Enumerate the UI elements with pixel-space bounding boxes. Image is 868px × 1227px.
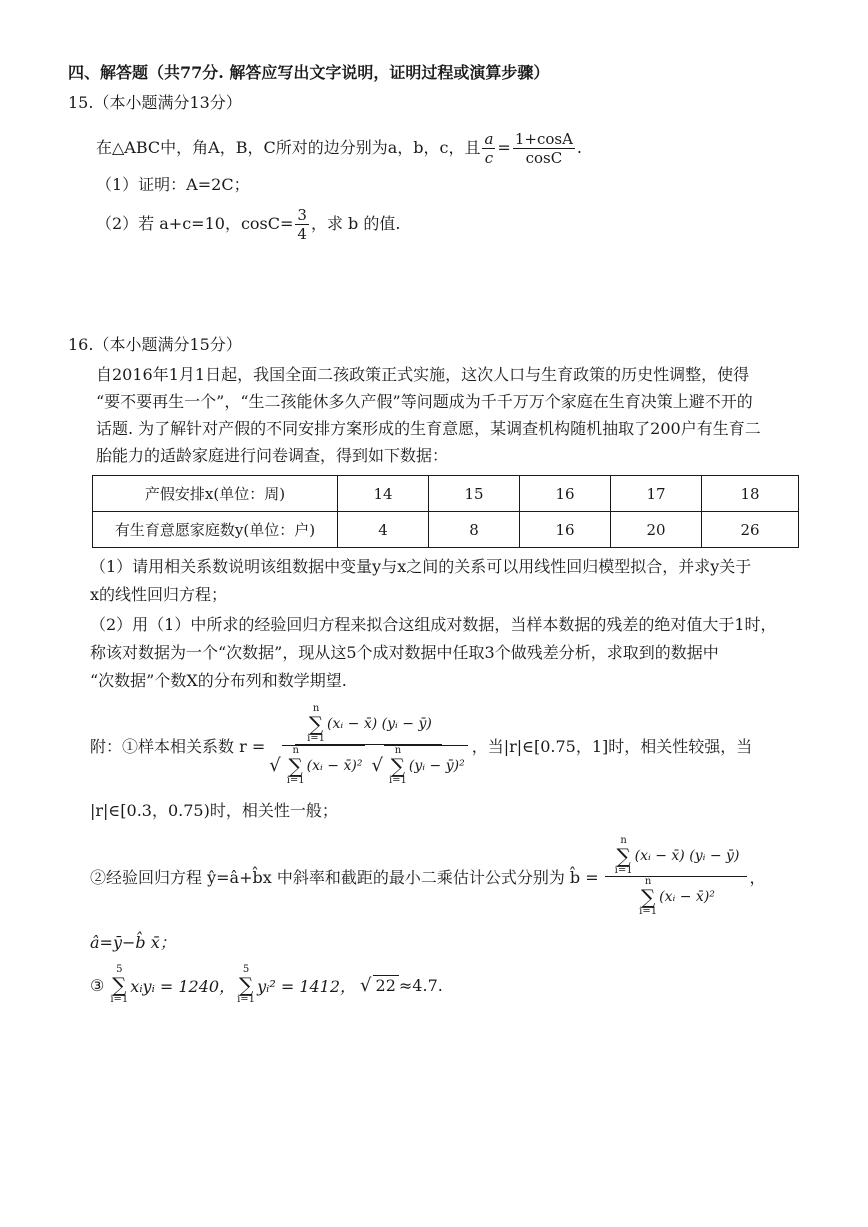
- frac-numerator: a: [484, 130, 494, 148]
- term-y: (yᵢ − ȳ): [689, 847, 740, 864]
- sigma: ∑: [238, 973, 254, 997]
- part2-suffix: ，求 b 的值.: [310, 214, 401, 233]
- sqrt-body: [282, 745, 366, 786]
- given-sums: [90, 962, 443, 1008]
- q16-part1-line: （1）请用相关系数说明该组数据中变量y与x之间的关系可以用线性回归模型拟合，并求y关于: [90, 557, 752, 576]
- sum-lower: i=1: [237, 994, 256, 1005]
- sum-lower: i=1: [614, 864, 633, 876]
- table-cell: 8: [429, 512, 520, 548]
- q16-para-line: 胎能力的适龄家庭进行问卷调查，得到如下数据：: [96, 446, 449, 465]
- q15-frac-right: [513, 130, 575, 167]
- r-numerator: [295, 704, 442, 745]
- sum-upper: n: [292, 745, 299, 756]
- sqrt-icon: √: [360, 974, 372, 996]
- sum-lower: i=1: [286, 775, 305, 786]
- frac-denominator: 4: [297, 225, 307, 243]
- a-line: â=ȳ−b̂ x̄；: [90, 933, 176, 952]
- approx-value: ≈4.7.: [398, 975, 443, 995]
- sqrt-value: 22: [373, 975, 399, 995]
- b-prefix: ②经验回归方程 ŷ=â+b̂x 中斜率和截距的最小二乘估计公式分别为 b̂ =: [90, 867, 599, 887]
- table-row: [93, 476, 799, 512]
- term-x-sq: (xᵢ − x̄)²: [659, 888, 715, 905]
- equals-sign: =: [497, 138, 511, 157]
- term-x: (xᵢ − x̄): [327, 716, 378, 732]
- table-cell-label: 有生育意愿家庭数y(单位：户): [93, 512, 338, 548]
- q15-part2: [96, 206, 400, 243]
- sum-symbol: [110, 965, 128, 1005]
- sum-upper: n: [312, 703, 320, 714]
- b-numerator: [605, 836, 748, 877]
- table-cell: 15: [429, 476, 520, 512]
- sum-upper: 5: [242, 964, 250, 975]
- frac-denominator: cosC: [525, 149, 563, 167]
- circled-three: ③: [90, 975, 105, 995]
- frac-denominator: c: [484, 149, 494, 167]
- frac-numerator: 1+cosA: [514, 130, 573, 148]
- term-x: (xᵢ − x̄): [634, 847, 685, 864]
- q16-part2-line: （2）用（1）中所求的经验回归方程来拟合这组成对数据，当样本数据的残差的绝对值大于1时，: [90, 615, 777, 634]
- b-suffix: ，: [749, 867, 766, 887]
- sigma: ∑: [641, 884, 656, 909]
- part2-prefix: （2）若 a+c=10，cosC=: [96, 214, 294, 233]
- survey-table: [92, 475, 799, 548]
- r-fraction: [267, 704, 469, 786]
- term-y: (yᵢ − ȳ): [381, 716, 432, 732]
- sum-upper: n: [620, 834, 627, 846]
- q15-header: 15.（本小题满分13分）: [68, 93, 242, 112]
- r-line2: |r|∈[0.3，0.75)时，相关性一般；: [90, 801, 338, 820]
- sqrt-body: [384, 745, 468, 786]
- q15-stem: [96, 130, 582, 167]
- sum-lower: i=1: [388, 775, 407, 786]
- q16-para-line: 话题. 为了解针对产假的不同安排方案形成的生育意愿，某调查机构随机抽取了200户有生育二: [96, 419, 761, 438]
- sigma: ∑: [308, 712, 324, 736]
- q15-stem-prefix: 在△ABC中，角A，B，C所对的边分别为a，b，c，且: [96, 138, 481, 157]
- q16-part2-line: 称该对数据为一个“次数据”，现从这5个成对数据中任取3个做残差分析，求取到的数据中: [90, 643, 719, 662]
- term-y-sq: (yᵢ − ȳ)²: [408, 758, 465, 774]
- q16-part1-line: x的线性回归方程；: [90, 585, 228, 604]
- sum-upper: 5: [116, 964, 123, 975]
- frac-numerator: 3: [297, 206, 307, 224]
- sum2-term: yᵢ² = 1412，: [257, 976, 357, 996]
- r-prefix: 附：①样本相关系数 r =: [90, 736, 266, 756]
- table-cell: 20: [611, 512, 702, 548]
- sqrt-icon: √: [371, 755, 383, 776]
- sum1-term: xᵢyᵢ = 1240，: [130, 976, 236, 996]
- r-suffix: ，当|r|∈[0.75，1]时，相关性较强，当: [471, 736, 753, 756]
- sigma: ∑: [390, 754, 406, 778]
- sqrt-icon: √: [269, 755, 281, 776]
- q15-frac-left: [482, 130, 495, 167]
- sum-symbol: [237, 965, 255, 1005]
- formula-slope: [90, 832, 765, 920]
- table-cell: 26: [702, 512, 799, 548]
- sum-symbol: [307, 704, 325, 744]
- sigma: ∑: [616, 843, 631, 868]
- sum-lower: i=1: [639, 905, 658, 917]
- part2-frac: [295, 206, 309, 243]
- sum-upper: n: [644, 875, 652, 887]
- table-cell-label: 产假安排x(单位：周): [93, 476, 338, 512]
- sum-symbol: [389, 746, 407, 786]
- b-fraction: [605, 836, 748, 917]
- table-row: [93, 512, 799, 548]
- table-cell: 16: [520, 476, 611, 512]
- term-x-sq: (xᵢ − x̄)²: [306, 758, 363, 774]
- sum-symbol: [615, 836, 633, 876]
- table-cell: 18: [702, 476, 799, 512]
- sum-upper: n: [394, 745, 402, 756]
- stem-period: .: [576, 138, 582, 157]
- formula-correlation: [90, 700, 752, 790]
- sum-lower: i=1: [110, 994, 129, 1005]
- sum-symbol: [639, 877, 657, 917]
- sum-symbol: [287, 746, 305, 786]
- q16-header: 16.（本小题满分15分）: [68, 335, 242, 354]
- section-title: 四、解答题（共77分. 解答应写出文字说明，证明过程或演算步骤）: [68, 63, 550, 82]
- q16-para-line: 自2016年1月1日起，我国全面二孩政策正式实施，这次人口与生育政策的历史性调整，使得: [96, 365, 750, 384]
- q15-part1: （1）证明：A=2C；: [96, 175, 250, 194]
- r-denominator: [267, 745, 469, 786]
- sigma: ∑: [288, 754, 303, 778]
- sum-lower: i=1: [307, 733, 326, 744]
- sigma: ∑: [112, 973, 127, 997]
- q16-part2-line: “次数据”个数X的分布列和数学期望.: [90, 671, 347, 690]
- b-denominator: [635, 877, 717, 917]
- table-cell: 16: [520, 512, 611, 548]
- table-cell: 14: [338, 476, 429, 512]
- table-cell: 17: [611, 476, 702, 512]
- q16-para-line: “要不要再生一个”，“生二孩能休多久产假”等问题成为千千万万个家庭在生育决策上避不开的: [96, 392, 753, 411]
- table-cell: 4: [338, 512, 429, 548]
